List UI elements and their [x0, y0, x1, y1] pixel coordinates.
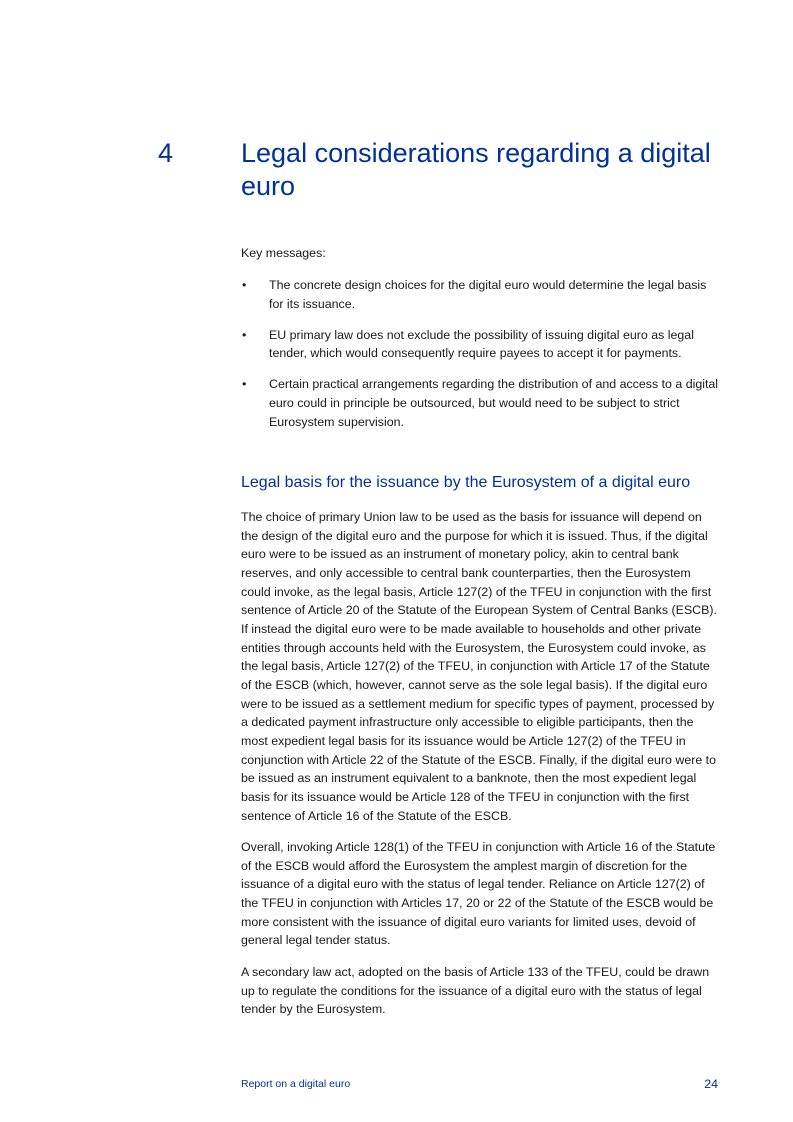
key-message-text: EU primary law does not exclude the possibility of issuing digital euro as legal tender, which would consequently require payees to accept it for payments. [269, 327, 694, 361]
key-messages-label: Key messages: [241, 246, 326, 260]
bullet-icon: • [242, 278, 247, 292]
body-paragraph: The choice of primary Union law to be used as the basis for issuance will depend on the design of the digital euro and the purpose for which it is issued. Thus, if the digital euro were to be issued as an instrument of monetary policy, akin to central bank reserves, and only accessible to central bank counterparties, then the Eurosystem could invoke, as the legal basis, Article 127(2) of the TFEU in conjunction with the first sentence of Article 20 of the Statute of the European System of Central Banks (ESCB). If instead the digital euro were to be made available to households and other private entities through accounts held with the Eurosystem, the Eurosystem could invoke, as the legal basis, Article 127(2) of the TFEU, in conjunction with Article 17 of the Statute of the ESCB (which, however, cannot serve as the sole legal basis). If the digital euro were to be issued as a settlement medium for specific types of payment, processed by a dedicated payment infrastructure only accessible to eligible participants, then the most expedient legal basis for its issuance would be Article 127(2) of the TFEU in conjunction with Article 22 of the Statute of the ESCB. Finally, if the digital euro were to be issued as an instrument equivalent to a banknote, then the most expedient legal basis for its issuance would be Article 128 of the TFEU in conjunction with the first sentence of Article 16 of the Statute of the ESCB. [241, 510, 717, 823]
body-paragraph: A secondary law act, adopted on the basis of Article 133 of the TFEU, could be drawn up to regulate the conditions for the issuance of a digital euro with the status of legal tender by the Eurosystem. [241, 965, 710, 1017]
chapter-title: Legal considerations regarding a digital euro [241, 138, 711, 201]
bullet-icon: • [242, 377, 247, 392]
section-body [241, 508, 719, 1032]
chapter-number: 4 [158, 138, 174, 168]
key-message-item [241, 276, 721, 314]
footer-report-title: Report on a digital euro [241, 1078, 351, 1090]
key-message-text: The concrete design choices for the digital euro would determine the legal basis for its issuance. [269, 278, 707, 311]
key-message-item [241, 375, 721, 431]
page-number: 24 [704, 1077, 718, 1091]
body-paragraph: Overall, invoking Article 128(1) of the TFEU in conjunction with Article 16 of the Statute of the ESCB would afford the Eurosystem the amplest margin of discretion for the issuance of a digital euro with the status of legal tender. Reliance on Article 127(2) of the TFEU in conjunction with Articles 17, 20 or 22 of the Statute of the ESCB would be more consistent with the issuance of digital euro variants for limited uses, devoid of general legal tender status. [241, 840, 716, 948]
key-message-item [241, 326, 721, 364]
bullet-icon: • [242, 327, 247, 342]
key-messages-list [241, 276, 721, 444]
key-message-text: Certain practical arrangements regarding the distribution of and access to a digital euro could in principle be outsourced, but would need to be subject to strict Eurosystem supervision. [269, 377, 719, 429]
section-heading: Legal basis for the issuance by the Eurosystem of a digital euro [241, 474, 691, 491]
